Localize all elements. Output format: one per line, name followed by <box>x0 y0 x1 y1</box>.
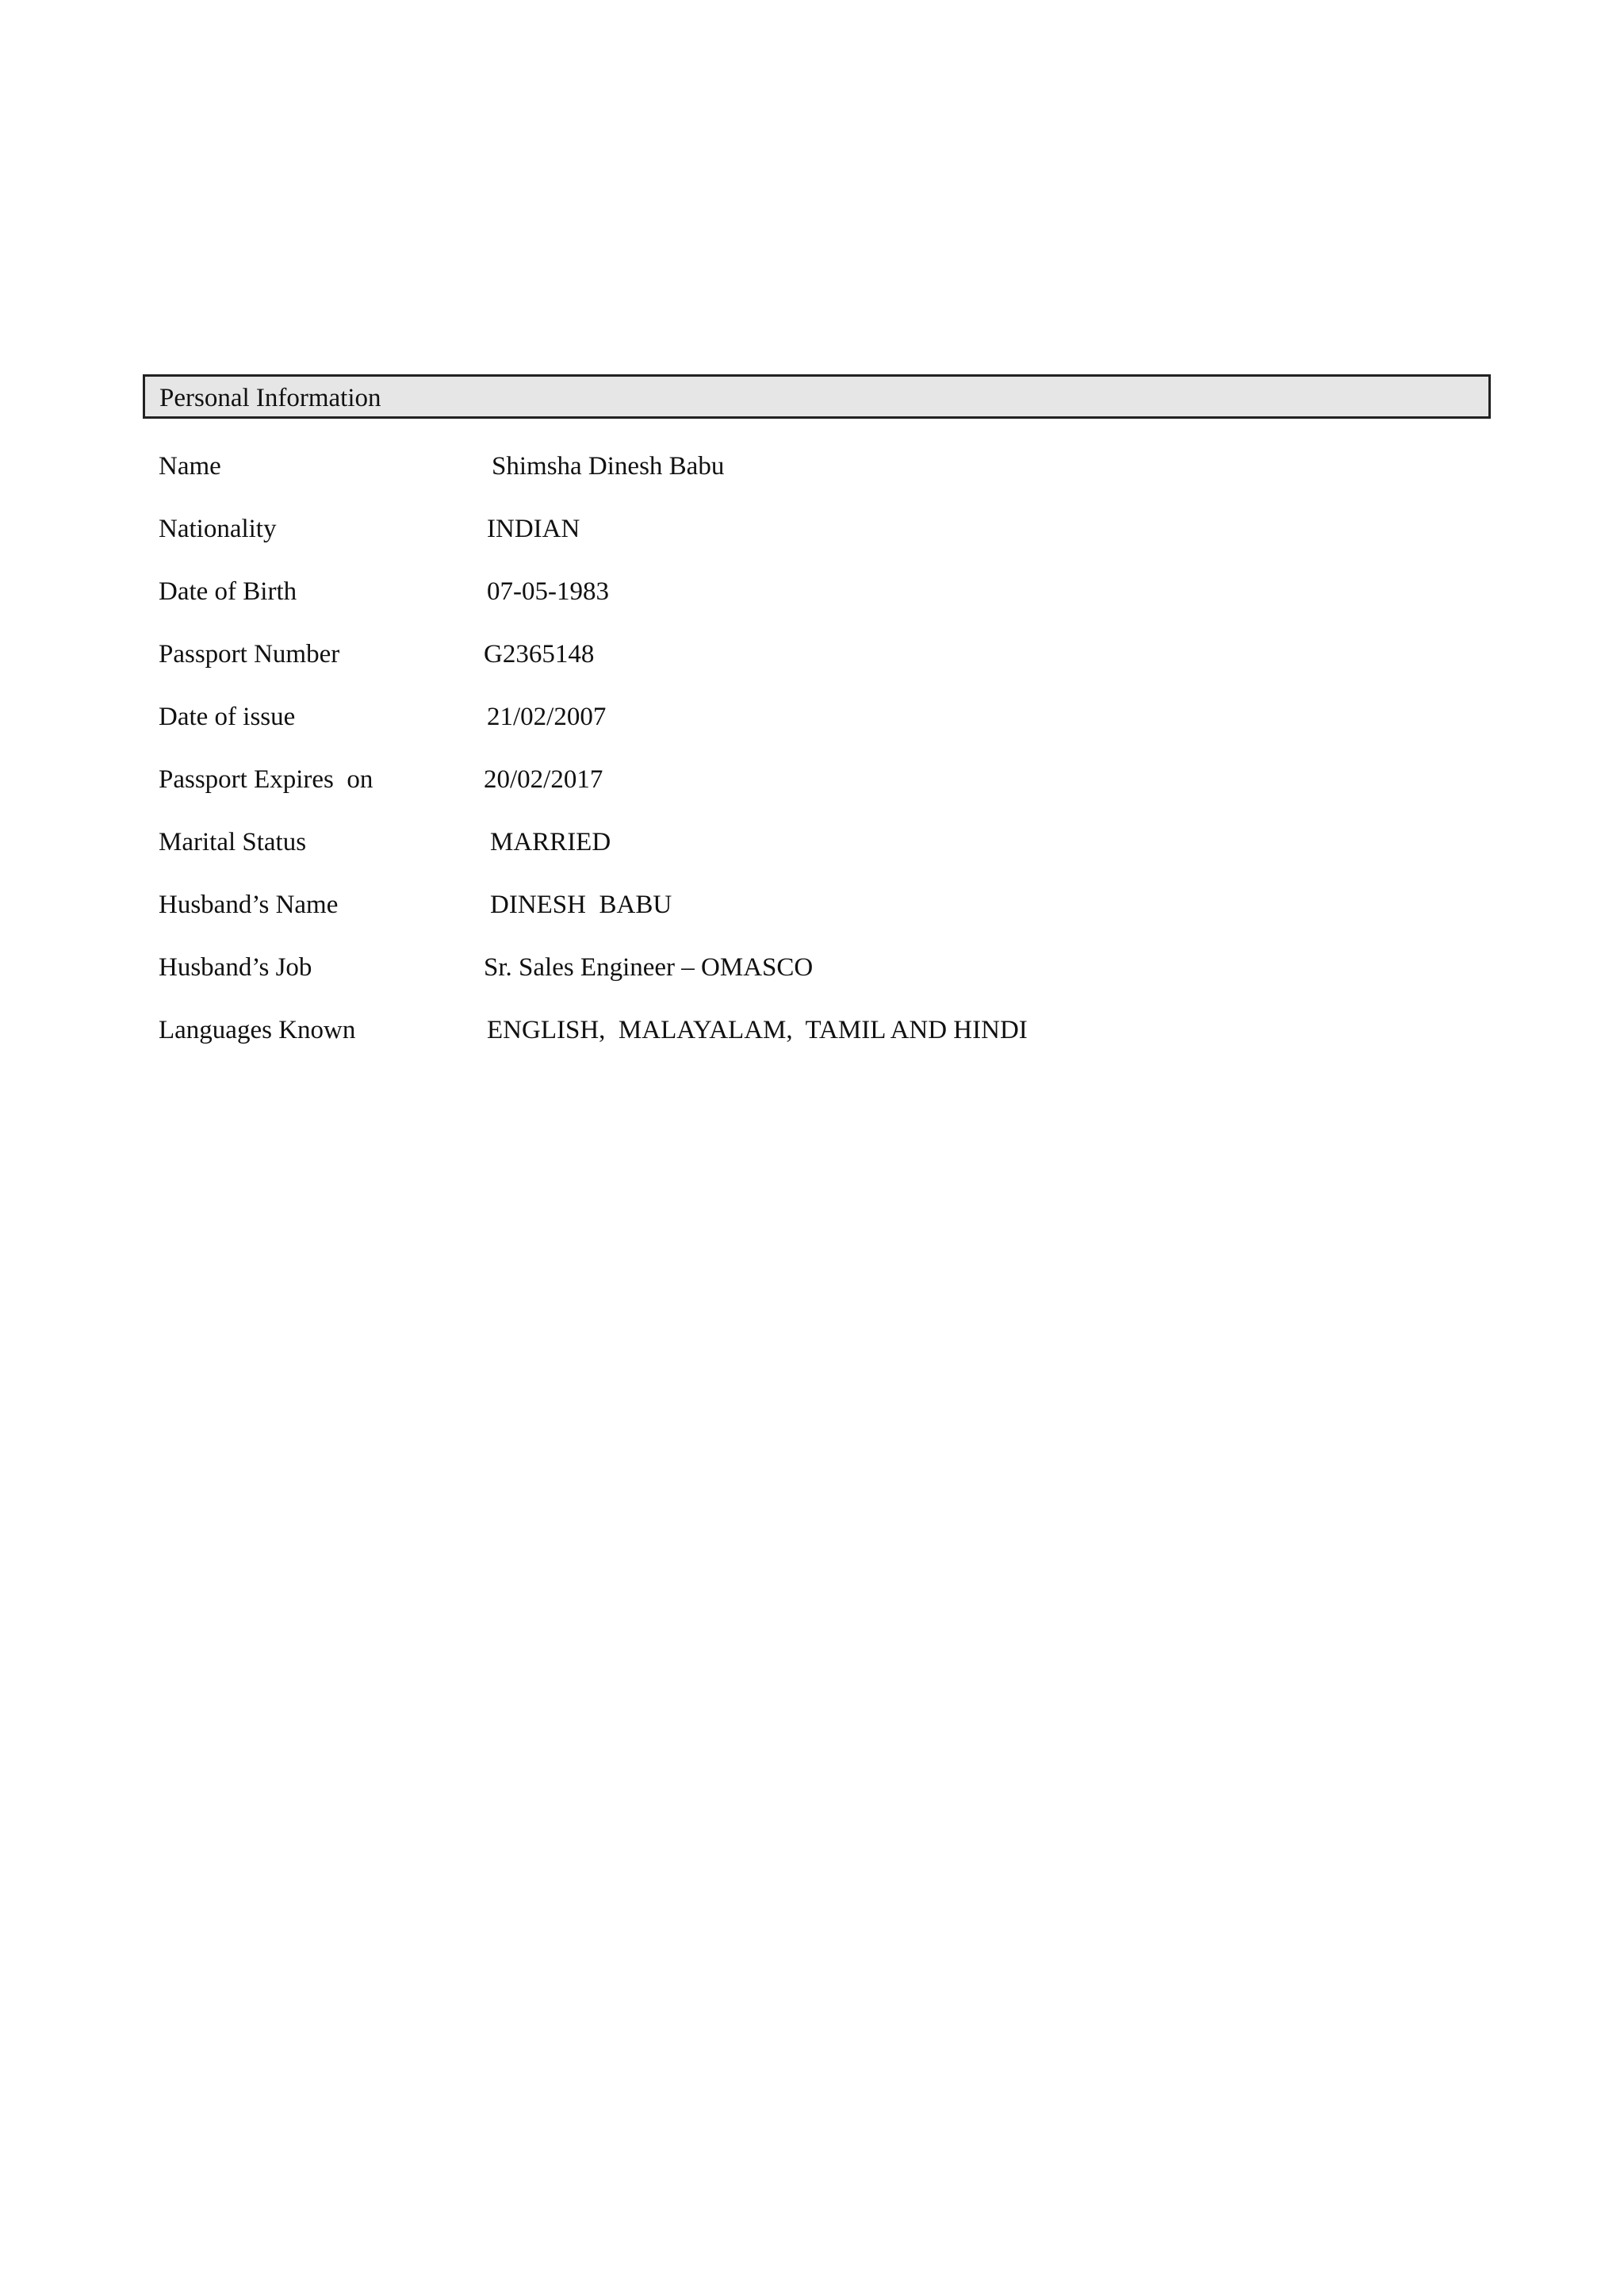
info-label-date-of-issue: Date of issue <box>159 703 296 731</box>
info-row-passport-expires <box>159 756 1475 818</box>
info-value-nationality: INDIAN <box>487 515 580 543</box>
info-row-date-of-issue <box>159 693 1475 756</box>
info-row-husbands-job <box>159 944 1475 1006</box>
info-label-husbands-job: Husband’s Job <box>159 953 312 982</box>
info-label-languages-known: Languages Known <box>159 1016 356 1044</box>
info-label-nationality: Nationality <box>159 515 277 543</box>
info-label-name: Name <box>159 452 221 481</box>
info-row-date-of-birth <box>159 568 1475 630</box>
info-value-passport-number: G2365148 <box>484 640 595 669</box>
info-label-husbands-name: Husband’s Name <box>159 891 339 919</box>
info-value-date-of-birth: 07-05-1983 <box>487 577 609 606</box>
info-value-husbands-job: Sr. Sales Engineer – OMASCO <box>484 953 814 982</box>
info-value-name: Shimsha Dinesh Babu <box>492 452 725 481</box>
section-title: Personal Information <box>159 384 381 412</box>
info-value-languages-known: ENGLISH, MALAYALAM, TAMIL AND HINDI <box>487 1016 1028 1044</box>
info-row-nationality <box>159 505 1475 568</box>
info-row-languages-known <box>159 1006 1475 1069</box>
info-label-date-of-birth: Date of Birth <box>159 577 297 606</box>
info-value-passport-expires: 20/02/2017 <box>484 765 603 794</box>
personal-info-table <box>159 443 1475 1069</box>
info-value-husbands-name: DINESH BABU <box>490 891 672 919</box>
section-header <box>143 374 1491 419</box>
info-label-passport-expires: Passport Expires on <box>159 765 373 794</box>
info-row-passport-number <box>159 630 1475 693</box>
info-label-marital-status: Marital Status <box>159 828 307 856</box>
info-label-passport-number: Passport Number <box>159 640 340 669</box>
info-row-husbands-name <box>159 881 1475 944</box>
info-value-marital-status: MARRIED <box>490 828 611 856</box>
info-row-marital-status <box>159 818 1475 881</box>
info-row-name <box>159 443 1475 505</box>
info-value-date-of-issue: 21/02/2007 <box>487 703 607 731</box>
